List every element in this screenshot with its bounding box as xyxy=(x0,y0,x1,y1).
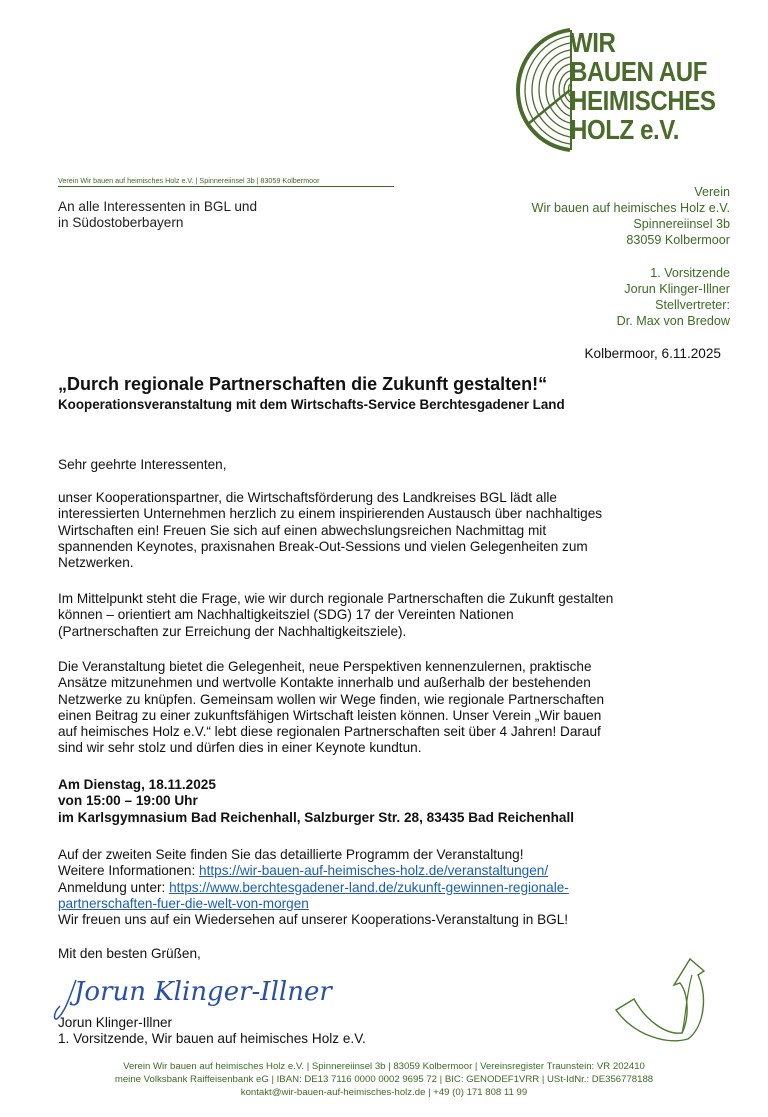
info-line xyxy=(58,863,708,879)
paragraph-details xyxy=(58,659,708,757)
logo-line: WIR xyxy=(570,27,616,58)
text-line: Die Veranstaltung bietet die Gelegenheit, neue Perspektiven kennenzulernen, praktische xyxy=(58,659,592,674)
sender-line: Wir bauen auf heimisches Holz e.V. xyxy=(531,201,730,215)
text-line: Ansätze mitzunehmen und wertvolle Kontakte innerhalb und außerhalb der bestehenden xyxy=(58,675,591,691)
farewell-line: Wir freuen uns auf ein Wiedersehen auf unserer Kooperations-Veranstaltung in BGL! xyxy=(58,912,569,928)
event-time: von 15:00 – 19:00 Uhr xyxy=(58,793,198,809)
salutation: Sehr geehrte Interessenten, xyxy=(58,457,227,472)
text-line: sind wir sehr stolz und dürfen dies in einer Keynote kundtun. xyxy=(58,740,422,756)
letter-title: „Durch regionale Partnerschaften die Zukunft gestalten!“ xyxy=(58,374,548,394)
event-location: im Karlsgymnasium Bad Reichenhall, Salzburger Str. 28, 83435 Bad Reichenhall xyxy=(58,809,574,825)
sender-line: 83059 Kolbermoor xyxy=(626,233,730,247)
text-line: können – orientiert am Nachhaltigkeitsziel (SDG) 17 der Vereinten Nationen xyxy=(58,607,514,623)
footer-line: Verein Wir bauen auf heimisches Holz e.V. | Spinnereiinsel 3b | 83059 Kolbermoor | Vereinsregister Traunstein: VR 202410 xyxy=(123,1061,645,1072)
text-line: auf heimisches Holz e.V.“ lebt diese regionalen Partnerschaften seit über 4 Jahren! Darauf xyxy=(58,724,601,740)
footer-line: kontakt@wir-bauen-auf-heimisches-holz.de | +49 (0) 171 808 11 99 xyxy=(240,1087,528,1098)
links-section xyxy=(58,847,708,928)
text-line: interessierten Unternehmen herzlich zu einem inspirierenden Austausch über nachhaltiges xyxy=(58,506,603,522)
text-line: spannenden Keynotes, praxisnahen Break-Out-Sessions und vielen Gelegenheiten zum xyxy=(58,538,588,554)
info-label: Weitere Informationen: xyxy=(58,863,200,879)
paragraph-invitation xyxy=(58,490,708,571)
register-link-continued[interactable]: partnerschaften-fuer-die-welt-von-morgen xyxy=(58,895,309,911)
recipient-block xyxy=(58,199,257,231)
board-line: Dr. Max von Bredow xyxy=(616,314,730,328)
signer-role: 1. Vorsitzende, Wir bauen auf heimisches Holz e.V. xyxy=(58,1031,366,1046)
text-line: Wirtschaften ein! Freuen Sie sich auf einen abwechslungsreichen Nachmittag mit xyxy=(58,522,547,538)
board-line: 1. Vorsitzende xyxy=(650,266,730,280)
board-line: Stellvertreter: xyxy=(655,298,730,312)
return-address-line: Verein Wir bauen auf heimisches Holz e.V. | Spinnereiinsel 3b | 83059 Kolbermoor xyxy=(58,176,394,187)
text-line: Im Mittelpunkt steht die Frage, wie wir durch regionale Partnerschaften die Zukunft gestalten xyxy=(58,591,614,606)
text-line: Netzwerke zu knüpfen. Gemeinsam wollen wir Wege finden, wie regionale Partnerschaften xyxy=(58,691,605,707)
signer-name: Jorun Klinger-Illner xyxy=(58,1015,173,1030)
logo-line: HOLZ e.V. xyxy=(570,114,679,145)
recipient-line: An alle Interessenten in BGL und xyxy=(58,199,258,214)
recipient-line: in Südostoberbayern xyxy=(58,215,184,230)
info-link[interactable]: https://wir-bauen-auf-heimisches-holz.de/veranstaltungen/ xyxy=(199,863,549,879)
signature-text: Jorun Klinger-Illner xyxy=(74,977,332,1007)
text-line: einen Beitrag zu einer zukunftsfähigen Wirtschaft leisten können. Unser Verein „Wir bauen xyxy=(58,707,602,723)
event-details xyxy=(58,777,708,826)
text-line: Netzwerken. xyxy=(58,555,134,571)
signature-flourish xyxy=(55,980,77,1019)
letter-subtitle: Kooperationsveranstaltung mit dem Wirtschafts-Service Berchtesgadener Land xyxy=(58,397,565,412)
logo-wordmark xyxy=(570,28,716,144)
sender-line: Spinnereiinsel 3b xyxy=(633,217,730,231)
sender-block xyxy=(532,184,730,329)
event-date: Am Dienstag, 18.11.2025 xyxy=(58,777,216,792)
logo-line: HEIMISCHES xyxy=(570,85,716,116)
paragraph-focus xyxy=(58,591,708,640)
signer-block xyxy=(58,1015,366,1047)
curved-arrow-icon xyxy=(612,955,707,1045)
register-line-cont xyxy=(58,896,708,912)
footer-line: meine Volksbank Raiffeisenbank eG | IBAN: DE13 7116 0000 0002 9695 72 | BIC: GENODEF1VRR | USt-IdNr.: DE356778188 xyxy=(114,1074,654,1085)
register-label: Anmeldung unter: xyxy=(58,879,170,895)
closing: Mit den besten Grüßen, xyxy=(58,946,201,961)
date-line: Kolbermoor, 6.11.2025 xyxy=(584,346,721,361)
sender-line: Verein xyxy=(694,185,730,199)
register-line xyxy=(58,880,708,896)
board-line: Jorun Klinger-Illner xyxy=(624,282,730,296)
register-link[interactable]: https://www.berchtesgadener-land.de/zukunft-gewinnen-regionale- xyxy=(169,879,569,895)
program-note: Auf der zweiten Seite finden Sie das detaillierte Programm der Veranstaltung! xyxy=(58,847,524,862)
text-line: unser Kooperationspartner, die Wirtschaftsförderung des Landkreises BGL lädt alle xyxy=(58,490,557,505)
letter-footer xyxy=(0,1060,768,1099)
logo-line: BAUEN AUF xyxy=(570,56,708,87)
text-line: (Partnerschaften zur Erreichung der Nachhaltigkeitsziele). xyxy=(58,623,407,639)
